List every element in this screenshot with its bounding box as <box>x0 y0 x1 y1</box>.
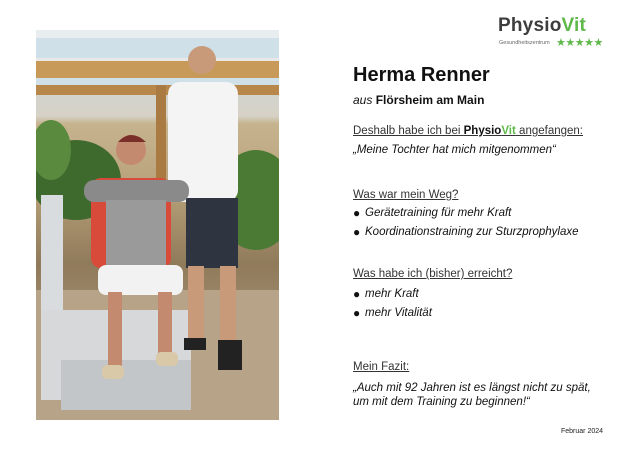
final-heading: Mein Fazit: <box>353 361 410 373</box>
bullet-icon: ● <box>353 205 361 220</box>
list-item <box>353 203 579 222</box>
footer-date: Februar 2024 <box>561 428 604 435</box>
physiovit-logo <box>498 16 616 56</box>
start-quote: „Meine Tochter hat mich mitgenommen“ <box>353 144 556 156</box>
logo-brand-part2: Vit <box>561 15 587 36</box>
result-heading: Was habe ich (bisher) erreicht? <box>353 268 513 280</box>
way-list <box>353 203 579 241</box>
start-heading-post: angefangen: <box>519 125 583 137</box>
logo-brand-part1: Physio <box>498 15 562 36</box>
testimonial-photo <box>36 30 279 420</box>
origin-city: Flörsheim am Main <box>375 93 485 107</box>
logo-stars-icon: ★★★★★ <box>556 37 603 49</box>
list-item <box>353 284 432 303</box>
logo-wordmark <box>498 16 616 36</box>
result-list <box>353 284 432 322</box>
result-item-text: mehr Vitalität <box>365 306 432 319</box>
start-heading-brand <box>464 125 516 137</box>
person-name: Herma Renner <box>353 64 490 86</box>
way-heading: Was war mein Weg? <box>353 189 459 201</box>
final-quote-line1: „Auch mit 92 Jahren ist es längst nicht zu spät, <box>353 382 591 394</box>
origin-prefix: aus <box>353 93 373 107</box>
logo-subtitle: Gesundheitszentrum <box>499 40 550 46</box>
person-origin <box>353 93 484 107</box>
way-item-text: Gerätetraining für mehr Kraft <box>365 206 512 219</box>
bullet-icon: ● <box>353 286 361 301</box>
photo-illustration <box>36 30 279 420</box>
list-item <box>353 222 579 241</box>
start-heading-pre: Deshalb habe ich bei <box>353 125 461 137</box>
start-brand-part2: Vit <box>501 125 516 137</box>
bullet-icon: ● <box>353 224 361 239</box>
result-item-text: mehr Kraft <box>365 287 419 300</box>
bullet-icon: ● <box>353 305 361 320</box>
final-quote-line2: um mit dem Training zu beginnen!“ <box>353 396 530 408</box>
final-quote <box>353 381 591 409</box>
way-item-text: Koordinationstraining zur Sturzprophylaxe <box>365 225 579 238</box>
start-brand-part1: Physio <box>463 125 502 137</box>
start-heading <box>353 125 583 137</box>
list-item <box>353 303 432 322</box>
